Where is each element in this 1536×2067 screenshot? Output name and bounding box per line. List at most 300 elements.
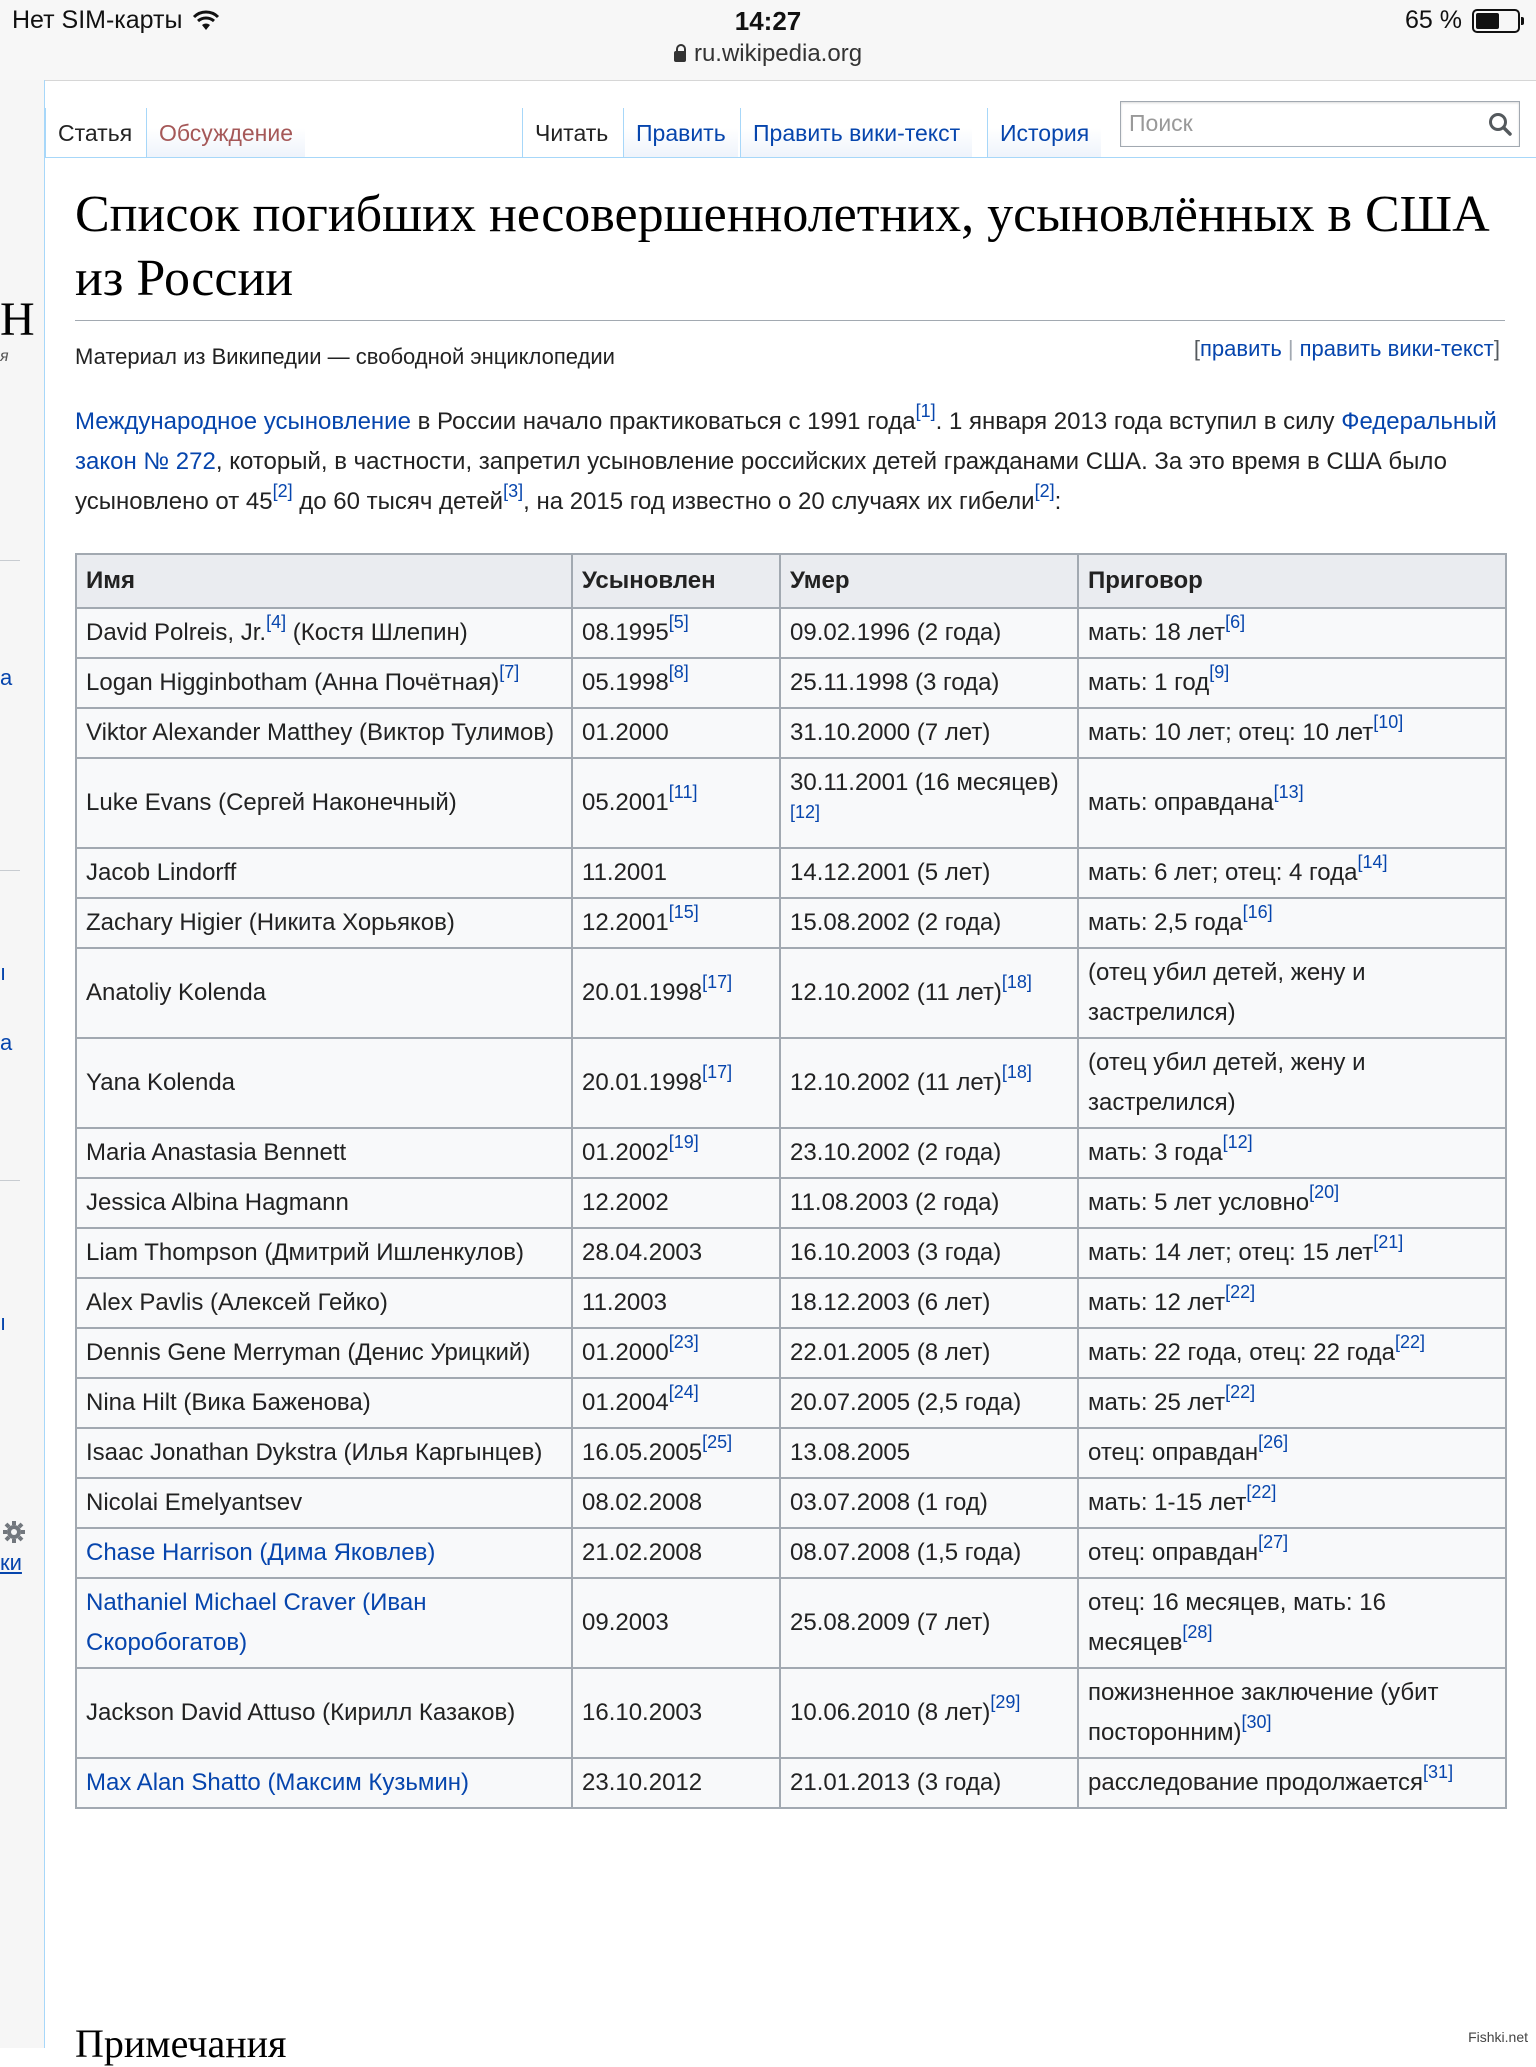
cell-name (76, 1038, 572, 1128)
cell-sentence (1078, 1428, 1506, 1478)
person-name: Liam Thompson (Дмитрий Ишленкулов) (86, 1239, 524, 1266)
article-content (45, 158, 1536, 2066)
ref-link[interactable]: [11] (668, 782, 698, 802)
ref-link[interactable]: [1] (915, 401, 936, 421)
ref-sup (669, 902, 699, 922)
ref-sup (1223, 1132, 1253, 1152)
battery-fill (1476, 13, 1499, 29)
ref-sup (1225, 612, 1245, 632)
cell-died (780, 1228, 1078, 1278)
ref-sup (990, 1692, 1020, 1712)
tab-edit[interactable]: Править (623, 108, 738, 158)
cell-died (780, 1178, 1078, 1228)
sidebar-divider (0, 560, 20, 561)
table-row (76, 1378, 1506, 1428)
cell-adopted (572, 1378, 780, 1428)
died-date: 08.07.2008 (1,5 года) (790, 1539, 1022, 1566)
ref-link[interactable]: [18] (1001, 972, 1032, 992)
tab-read[interactable]: Читать (522, 108, 620, 158)
person-name: Alex Pavlis (Алексей Гейко) (86, 1289, 388, 1316)
column-header-name[interactable]: Имя (76, 554, 572, 608)
died-date: 03.07.2008 (1 год) (790, 1489, 988, 1516)
person-name: Jackson David Attuso (Кирилл Казаков) (86, 1699, 516, 1726)
cell-name (76, 758, 572, 848)
ref-sup (1246, 1482, 1276, 1502)
left-sidebar-peek (0, 80, 45, 2048)
died-date: 10.06.2010 (8 лет) (790, 1699, 991, 1726)
ref-sup (669, 1332, 699, 1352)
ref-link[interactable]: [2] (272, 481, 293, 501)
cell-sentence (1078, 1178, 1506, 1228)
person-link[interactable]: Nathaniel Michael Craver (Иван Скоробогатов) (86, 1589, 427, 1656)
ref-link[interactable]: [10] (1373, 712, 1404, 732)
table-row (76, 1178, 1506, 1228)
sidebar-logo-fragment: Н (0, 293, 35, 346)
cell-died (780, 1758, 1078, 1808)
sentence-text: мать: 5 лет условно (1088, 1189, 1310, 1216)
ref-sup (669, 662, 689, 682)
table-row (76, 1668, 1506, 1758)
adopted-date: 09.2003 (582, 1609, 669, 1636)
ref-sup (1258, 1432, 1288, 1452)
ref-link[interactable]: [19] (668, 1132, 699, 1152)
died-date: 12.10.2002 (11 лет) (790, 1069, 1002, 1096)
person-name: Dennis Gene Merryman (Денис Урицкий) (86, 1339, 531, 1366)
table-row (76, 1428, 1506, 1478)
ref-link[interactable]: [16] (1242, 902, 1273, 922)
ref-link[interactable]: [25] (702, 1432, 733, 1452)
cell-died (780, 1578, 1078, 1668)
cell-adopted (572, 1038, 780, 1128)
cell-sentence (1078, 848, 1506, 898)
sentence-text: отец: оправдан (1088, 1539, 1259, 1566)
victims-table (75, 553, 1507, 1809)
tab-talk[interactable]: Обсуждение (146, 108, 305, 158)
died-date: 22.01.2005 (8 лет) (790, 1339, 991, 1366)
table-row (76, 1228, 1506, 1278)
adopted-date: 28.04.2003 (582, 1239, 703, 1266)
ref-link[interactable]: [12] (790, 802, 821, 822)
ref-sup (1373, 1232, 1403, 1252)
ref-sup (1274, 782, 1304, 802)
ref-sup (1002, 1062, 1032, 1082)
cell-died (780, 948, 1078, 1038)
ref-sup (499, 662, 519, 682)
cell-sentence (1078, 1228, 1506, 1278)
sentence-text: мать: 14 лет; отец: 15 лет (1088, 1239, 1374, 1266)
person-link[interactable]: Chase Harrison (Дима Яковлев) (86, 1539, 436, 1566)
sentence-text: (отец убил детей, жену и застрелился) (1088, 959, 1366, 1026)
cell-sentence (1078, 608, 1506, 658)
cell-died (780, 1378, 1078, 1428)
cell-died (780, 1038, 1078, 1128)
section-heading-notes: Примечания (75, 2021, 287, 2066)
cell-sentence (1078, 1668, 1506, 1758)
cell-died (780, 898, 1078, 948)
sentence-text: отец: 16 месяцев, мать: 16 месяцев (1088, 1589, 1386, 1656)
person-name: Luke Evans (Сергей Наконечный) (86, 789, 457, 816)
ref-sup (1209, 662, 1229, 682)
search-icon[interactable] (1487, 111, 1513, 137)
person-name: Maria Anastasia Bennett (86, 1139, 347, 1166)
ref-sup (669, 782, 698, 802)
ref-link[interactable]: [12] (1222, 1132, 1253, 1152)
person-name: Nina Hilt (Вика Баженова) (86, 1389, 371, 1416)
cell-sentence (1078, 758, 1506, 848)
table-row (76, 1128, 1506, 1178)
ref-link[interactable]: [2] (1034, 481, 1055, 501)
cell-name (76, 608, 572, 658)
adopted-date: 23.10.2012 (582, 1769, 703, 1796)
cell-sentence (1078, 708, 1506, 758)
adopted-date: 11.2003 (582, 1289, 667, 1316)
cell-died (780, 1668, 1078, 1758)
cell-adopted (572, 1278, 780, 1328)
table-row (76, 1758, 1506, 1808)
ref-sup (1225, 1382, 1255, 1402)
sidebar-link-fragment[interactable]: а (0, 1030, 13, 1055)
gear-icon[interactable] (2, 1520, 26, 1544)
sidebar-logo-subtitle-fragment: я (0, 348, 9, 365)
ref-link[interactable]: [5] (668, 612, 689, 632)
adopted-date: 16.05.2005 (582, 1439, 703, 1466)
table-row (76, 1528, 1506, 1578)
ref-link[interactable]: [21] (1373, 1232, 1404, 1252)
cell-sentence (1078, 1278, 1506, 1328)
ref-link[interactable]: [29] (990, 1692, 1021, 1712)
page-title: Список погибших несовершеннолетних, усыновлённых в США из России (75, 186, 1490, 307)
table-row (76, 948, 1506, 1038)
cell-name (76, 848, 572, 898)
url-text: ru.wikipedia.org (693, 40, 863, 67)
ref-link[interactable]: [26] (1258, 1432, 1289, 1452)
sidebar-link-fragment[interactable]: ки (0, 1550, 22, 1575)
table-row (76, 898, 1506, 948)
ref-sup (1242, 1712, 1272, 1732)
cell-died (780, 608, 1078, 658)
cell-adopted (572, 1668, 780, 1758)
ref-sup (1373, 712, 1403, 732)
person-name: Jessica Albina Hagmann (86, 1189, 349, 1216)
cell-adopted (572, 758, 780, 848)
ref-link[interactable]: [24] (668, 1382, 699, 1402)
cell-died (780, 848, 1078, 898)
ios-status-bar (0, 0, 1536, 81)
carrier-label: Нет SIM-карты (12, 6, 183, 34)
intro-text: в России начало практиковаться с 1991 года (410, 408, 916, 435)
cell-name (76, 1528, 572, 1578)
sentence-text: мать: 12 лет (1088, 1289, 1226, 1316)
ref-sup (1225, 1282, 1255, 1302)
died-date: 12.10.2002 (11 лет) (790, 979, 1002, 1006)
cell-name (76, 948, 572, 1038)
ref-link[interactable]: [30] (1241, 1712, 1272, 1732)
cell-name (76, 1178, 572, 1228)
table-row (76, 848, 1506, 898)
person-name-tail: (Костя Шлепин) (286, 619, 468, 646)
cell-name (76, 1578, 572, 1668)
cell-died (780, 758, 1078, 848)
adopted-date: 12.2002 (582, 1189, 669, 1216)
cell-adopted (572, 1328, 780, 1378)
cell-name (76, 1128, 572, 1178)
sentence-text: мать: 10 лет; отец: 10 лет (1088, 719, 1374, 746)
intro-text: . 1 января 2013 года вступил в силу (935, 408, 1342, 435)
cell-name (76, 1228, 572, 1278)
table-row (76, 1038, 1506, 1128)
cell-adopted (572, 898, 780, 948)
person-name: David Polreis, Jr. (86, 619, 267, 646)
adopted-date: 05.2001 (582, 789, 669, 816)
edit-links: [править | править вики-текст] (1193, 336, 1500, 361)
cell-sentence (1078, 1758, 1506, 1808)
federal-law-link[interactable]: Федеральный закон № 272 (75, 408, 1497, 475)
ref-sup (1357, 852, 1387, 872)
cell-name (76, 1668, 572, 1758)
died-date: 13.08.2005 (790, 1439, 911, 1466)
person-name: Nicolai Emelyantsev (86, 1489, 303, 1516)
column-header-sentence[interactable]: Приговор (1078, 554, 1506, 608)
cell-died (780, 1528, 1078, 1578)
ref-sup (1002, 972, 1032, 992)
ref-link[interactable]: [4] (266, 612, 287, 632)
table-row (76, 1478, 1506, 1528)
cell-adopted (572, 708, 780, 758)
ref-sup (669, 612, 689, 632)
adopted-date: 01.2002 (582, 1139, 669, 1166)
address-bar[interactable] (0, 40, 1536, 68)
intro-text: , на 2015 год известно о 20 случаях их гибели (523, 488, 1035, 515)
sentence-text: мать: 22 года, отец: 22 года (1088, 1339, 1395, 1366)
intro-text: : (1054, 488, 1062, 515)
ref-link[interactable]: [14] (1357, 852, 1388, 872)
cell-died (780, 708, 1078, 758)
battery-icon (1472, 9, 1520, 33)
table-row (76, 658, 1506, 708)
adopted-date: 05.1998 (582, 669, 669, 696)
sentence-text: мать: 1-15 лет (1088, 1489, 1247, 1516)
table-row (76, 1578, 1506, 1668)
intro-text: до 60 тысяч детей (292, 488, 504, 515)
ref-link[interactable]: [22] (1246, 1482, 1277, 1502)
cell-name (76, 1478, 572, 1528)
sidebar-divider (0, 870, 20, 871)
sentence-text: мать: оправдана (1088, 789, 1274, 816)
title-divider (75, 320, 1505, 321)
cell-sentence (1078, 1038, 1506, 1128)
cell-name (76, 1428, 572, 1478)
adopted-date: 08.1995 (582, 619, 669, 646)
ref-link[interactable]: [22] (1394, 1332, 1426, 1352)
ref-sup (702, 1062, 732, 1082)
cell-name (76, 1758, 572, 1808)
ref-link[interactable]: [7] (499, 662, 520, 682)
table-row (76, 1278, 1506, 1328)
died-date: 30.11.2001 (16 месяцев) (790, 769, 1059, 796)
intro-paragraph (75, 402, 1515, 522)
ref-link[interactable]: [18] (1001, 1062, 1032, 1082)
ref-link[interactable]: [6] (1225, 612, 1246, 632)
cell-sentence (1078, 1128, 1506, 1178)
ref-sup (702, 1432, 732, 1452)
watermark: Fishki.net (1464, 2028, 1532, 2046)
person-link[interactable]: Max Alan Shatto (Максим Кузьмин) (86, 1769, 470, 1796)
sentence-text: мать: 3 года (1088, 1139, 1223, 1166)
edit-links-separator: | (1287, 336, 1294, 361)
clock: 14:27 (734, 6, 802, 36)
ref-sup (1309, 1182, 1339, 1202)
cell-adopted (572, 608, 780, 658)
ref-sup (669, 1132, 699, 1152)
sentence-text: пожизненное заключение (убит посторонним) (1088, 1679, 1439, 1746)
tab-article[interactable]: Статья (45, 108, 144, 158)
edit-link[interactable]: править (1200, 336, 1282, 361)
sentence-text: мать: 6 лет; отец: 4 года (1088, 859, 1358, 886)
cell-name (76, 1328, 572, 1378)
tab-history[interactable]: История (987, 108, 1101, 158)
adopted-date: 21.02.2008 (582, 1539, 703, 1566)
intl-adoption-link[interactable]: Международное усыновление (75, 408, 411, 435)
cell-sentence (1078, 898, 1506, 948)
person-name: Jacob Lindorff (86, 859, 237, 886)
ref-link[interactable]: [27] (1258, 1532, 1289, 1552)
cell-died (780, 658, 1078, 708)
cell-name (76, 658, 572, 708)
cell-adopted (572, 1128, 780, 1178)
cell-sentence (1078, 1478, 1506, 1528)
person-name: Anatoliy Kolenda (86, 979, 267, 1006)
cell-sentence (1078, 658, 1506, 708)
cell-name (76, 708, 572, 758)
died-date: 14.12.2001 (5 лет) (790, 859, 991, 886)
cell-adopted (572, 1228, 780, 1278)
cell-died (780, 1428, 1078, 1478)
ref-link[interactable]: [15] (668, 902, 699, 922)
sidebar-divider (0, 1180, 20, 1181)
person-name: Viktor Alexander Matthey (Виктор Тулимов) (86, 719, 555, 746)
column-header-died[interactable]: Умер (780, 554, 1078, 608)
ref-link[interactable]: [17] (702, 1062, 733, 1082)
sentence-text: расследование продолжается (1088, 1769, 1424, 1796)
adopted-date: 08.02.2008 (582, 1489, 703, 1516)
ref-link[interactable]: [28] (1182, 1622, 1213, 1642)
sentence-text: мать: 25 лет (1088, 1389, 1226, 1416)
lock-icon (674, 51, 686, 62)
died-date: 25.11.1998 (3 года) (790, 669, 1000, 696)
adopted-date: 01.2000 (582, 719, 669, 746)
cell-name (76, 1278, 572, 1328)
ref-link[interactable]: [17] (702, 972, 733, 992)
adopted-date: 01.2004 (582, 1389, 669, 1416)
ref-sup (266, 612, 286, 632)
cell-adopted (572, 1578, 780, 1668)
cell-adopted (572, 1478, 780, 1528)
adopted-date: 12.2001 (582, 909, 669, 936)
ref-link[interactable]: [31] (1423, 1762, 1454, 1782)
cell-name (76, 898, 572, 948)
battery-percent: 65 % (1405, 6, 1462, 34)
cell-sentence (1078, 1528, 1506, 1578)
table-row (76, 758, 1506, 848)
intro-text: , который, в частности, запретил усыновление российских детей гражданами США. За это время в США было усыновлено от 45 (75, 448, 1448, 515)
search-box (1120, 101, 1520, 147)
adopted-date: 01.2000 (582, 1339, 669, 1366)
sidebar-link-fragment[interactable]: ı (0, 1310, 7, 1335)
cell-adopted (572, 1428, 780, 1478)
sentence-text: мать: 2,5 года (1088, 909, 1243, 936)
person-name: Logan Higginbotham (Анна Почётная) (86, 669, 500, 696)
table-body (76, 608, 1506, 1808)
cell-adopted (572, 1758, 780, 1808)
ref-sup (790, 802, 820, 822)
ref-link[interactable]: [3] (503, 481, 524, 501)
sentence-text: (отец убил детей, жену и застрелился) (1088, 1049, 1366, 1116)
table-row (76, 1328, 1506, 1378)
ref-link[interactable]: [22] (1225, 1282, 1256, 1302)
table-row (76, 608, 1506, 658)
ref-sup (1243, 902, 1273, 922)
died-date: 18.12.2003 (6 лет) (790, 1289, 991, 1316)
sentence-text: отец: оправдан (1088, 1439, 1259, 1466)
column-header-adopted[interactable]: Усыновлен (572, 554, 780, 608)
ref-link[interactable]: [23] (668, 1332, 699, 1352)
cell-adopted (572, 1528, 780, 1578)
ref-sup (669, 1382, 699, 1402)
cell-died (780, 1328, 1078, 1378)
sentence-text: мать: 18 лет (1088, 619, 1226, 646)
ref-sup (1423, 1762, 1453, 1782)
ref-link[interactable]: [9] (1209, 662, 1230, 682)
cell-died (780, 1128, 1078, 1178)
sidebar-link-fragment[interactable]: ı (0, 960, 7, 985)
person-name: Isaac Jonathan Dykstra (Илья Каргынцев) (86, 1439, 543, 1466)
cell-sentence (1078, 1328, 1506, 1378)
cell-sentence (1078, 948, 1506, 1038)
died-date: 20.07.2005 (2,5 года) (790, 1389, 1022, 1416)
died-date: 25.08.2009 (7 лет) (790, 1609, 991, 1636)
table-row (76, 708, 1506, 758)
adopted-date: 20.01.1998 (582, 1069, 703, 1096)
battery-group (1405, 6, 1520, 35)
tab-edit-source[interactable]: Править вики-текст (740, 108, 972, 158)
ref-link[interactable]: [22] (1225, 1382, 1256, 1402)
ref-sup (1258, 1532, 1288, 1552)
died-date: 31.10.2000 (7 лет) (790, 719, 991, 746)
adopted-date: 20.01.1998 (582, 979, 703, 1006)
person-name: Zachary Higier (Никита Хорьяков) (86, 909, 455, 936)
died-date: 23.10.2002 (2 года) (790, 1139, 1002, 1166)
ref-sup (1395, 1332, 1425, 1352)
person-name: Yana Kolenda (86, 1069, 236, 1096)
ref-link[interactable]: [20] (1309, 1182, 1340, 1202)
ref-link[interactable]: [8] (668, 662, 689, 682)
adopted-date: 11.2001 (582, 859, 667, 886)
sentence-text: мать: 1 год (1088, 669, 1210, 696)
cell-sentence (1078, 1378, 1506, 1428)
adopted-date: 16.10.2003 (582, 1699, 703, 1726)
search-input[interactable] (1121, 102, 1477, 144)
sidebar-link-fragment[interactable]: а (0, 665, 13, 690)
ref-link[interactable]: [13] (1273, 782, 1304, 802)
cell-died (780, 1278, 1078, 1328)
died-date: 09.02.1996 (2 года) (790, 619, 1002, 646)
ref-sup (1182, 1622, 1212, 1642)
died-date: 21.01.2013 (3 года) (790, 1769, 1002, 1796)
site-tagline: Материал из Википедии — свободной энциклопедии (75, 344, 615, 369)
cell-adopted (572, 848, 780, 898)
edit-source-link[interactable]: править вики-текст (1299, 336, 1494, 361)
cell-name (76, 1378, 572, 1428)
